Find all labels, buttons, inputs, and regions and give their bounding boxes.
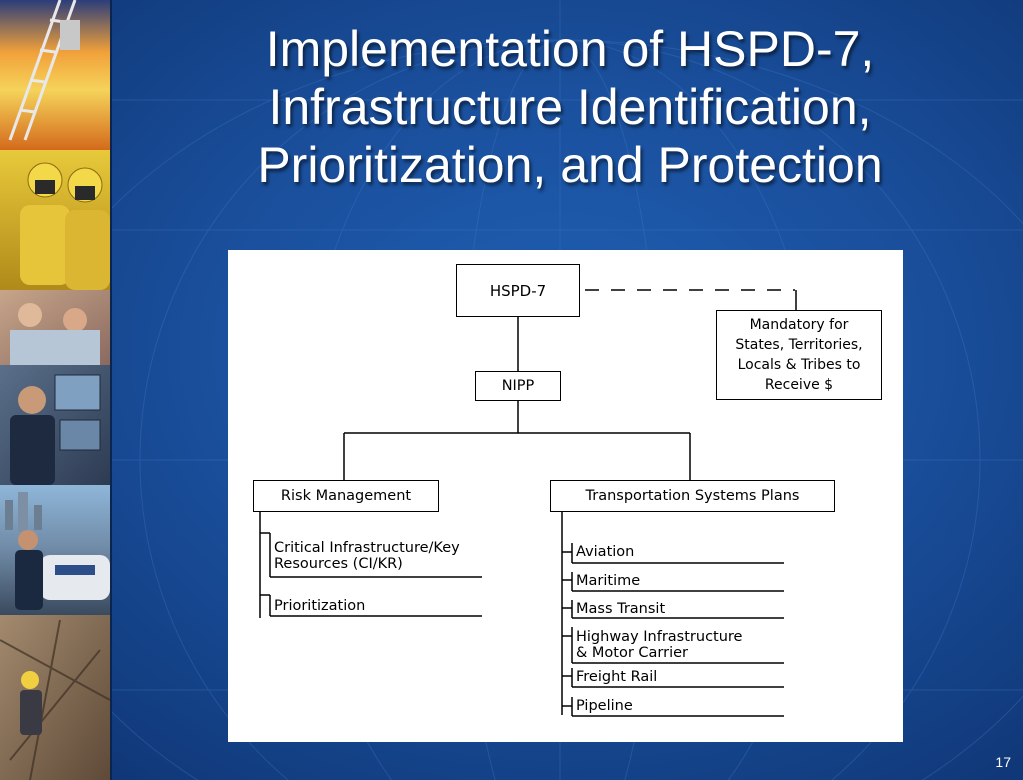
page-number: 17 [995, 754, 1011, 770]
leaf-freight-rail-label: Freight Rail [576, 669, 658, 685]
leaf-mass-transit-label: Mass Transit [576, 601, 666, 617]
medical-team-photo [0, 290, 110, 365]
leaf-maritime [576, 573, 640, 589]
title-line-2: Infrastructure Identification, [268, 79, 872, 135]
side-note-line-4: Receive $ [764, 377, 834, 393]
police-officer-photo [0, 485, 110, 615]
leaf-pipeline [576, 698, 633, 714]
node-nipp [475, 371, 561, 401]
node-transportation-label: Transportation Systems Plans [585, 488, 800, 504]
leaf-highway-line-1: Highway Infrastructure [576, 629, 743, 645]
leaf-highway-line-2: & Motor Carrier [576, 645, 689, 661]
side-note-line-2: States, Territories, [735, 337, 863, 353]
leaf-prioritization [274, 598, 365, 614]
leaf-freight-rail [576, 669, 657, 685]
leaf-prioritization-label: Prioritization [274, 598, 366, 614]
leaf-mass-transit [576, 601, 665, 617]
node-risk-management-label: Risk Management [280, 488, 412, 504]
leaf-highway [576, 629, 742, 661]
leaf-cikr [274, 540, 460, 572]
dispatcher-photo [0, 365, 110, 485]
title-line-1: Implementation of HSPD-7, [265, 21, 875, 77]
leaf-cikr-line-2: Resources (CI/KR) [274, 556, 403, 572]
node-hspd7 [456, 264, 580, 317]
leaf-cikr-line-1: Critical Infrastructure/Key [274, 540, 460, 556]
ladder-truck-photo [0, 0, 110, 150]
node-transportation-plans [550, 480, 835, 512]
side-note-line-1: Mandatory for [749, 317, 849, 333]
leaf-aviation-label: Aviation [576, 544, 635, 560]
title-line-3: Prioritization, and Protection [257, 137, 883, 193]
node-side-note [716, 310, 882, 400]
node-hspd7-label: HSPD-7 [489, 281, 547, 300]
leaf-pipeline-label: Pipeline [576, 698, 633, 714]
node-risk-management [253, 480, 439, 512]
leaf-maritime-label: Maritime [576, 573, 641, 589]
photo-collage [0, 0, 110, 780]
node-nipp-label: NIPP [501, 378, 535, 394]
side-note-line-3: Locals & Tribes to [737, 357, 861, 373]
slide-title [140, 20, 1000, 194]
photo-strip [0, 0, 112, 780]
hierarchy-diagram [228, 250, 903, 742]
hazmat-suits-photo [0, 150, 110, 290]
leaf-aviation [576, 544, 634, 560]
rescue-worker-photo [0, 615, 110, 780]
